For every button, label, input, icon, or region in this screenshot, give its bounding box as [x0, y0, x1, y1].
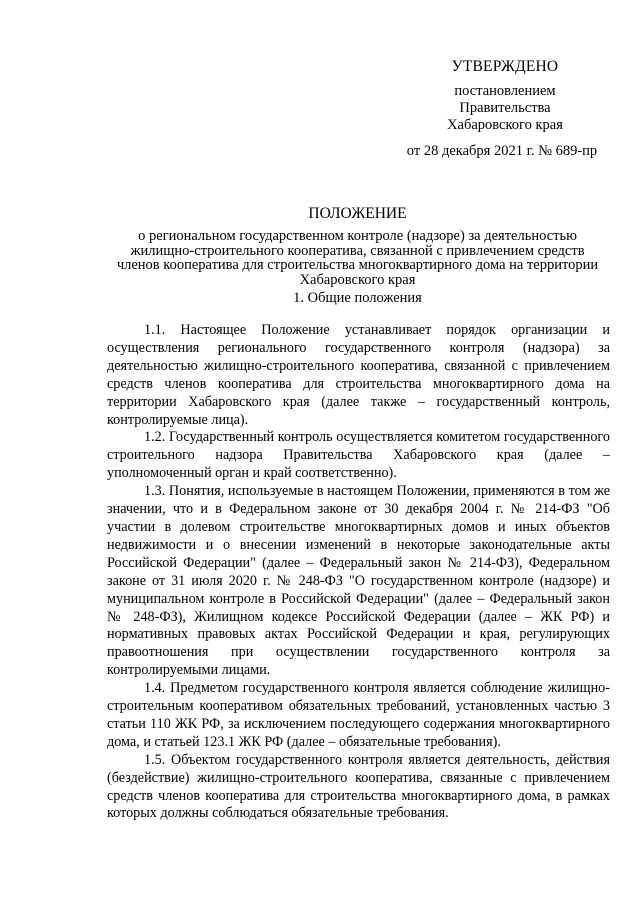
- paragraph-1-4: 1.4. Предметом государственного контроля является соблюдение жилищно-строительным кооперативом обязательных требований, установленных частью 3 статьи 110 ЖК РФ, за исключением последующего содержания многоквартирного дома, и статьей 123.1 ЖК РФ (далее – обязательные требования).: [107, 680, 610, 750]
- title-line-3: членов кооператива для строительства многоквартирного дома на территории: [116, 257, 599, 274]
- approval-line-2: Правительства: [459, 100, 551, 116]
- title-line-1: о региональном государственном контроле (надзоре) за деятельностью: [138, 227, 577, 244]
- paragraph-1-2: 1.2. Государственный контроль осуществляется комитетом государственного строительного надзора Правительства Хабаровского края (далее – уполномоченный орган и край соответственно).: [107, 429, 610, 482]
- document-title-block: [100, 207, 615, 288]
- document-title: ПОЛОЖЕНИЕ: [308, 205, 407, 222]
- approval-line-3: Хабаровского края: [447, 117, 563, 133]
- approved-label: УТВЕРЖДЕНО: [451, 58, 559, 75]
- paragraph-1-3: 1.3. Понятия, используемые в настоящем Положении, применяются в том же значении, что и в Федеральном законе от 30 декабря 2004 г. № 214-ФЗ "Об участии в долевом строительстве многоквартирных домов и иных объектов недвижимости и о внесении изменений в некоторые законодательные акты Российской Федерации" (далее – Федеральный закон № 214-ФЗ), Федеральном законе от 31 июля 2020 г. № 248-ФЗ "О государственном контроле (надзоре) и муниципальном контроле в Российской Федерации" (далее – Федеральный закон № 248-ФЗ), Жилищном кодексе Российской Федерации (далее – ЖК РФ) и нормативных правовых актах Российской Федерации и края, регулирующих правоотношения при осуществлении государственного контроля за контролируемыми лицами.: [107, 483, 610, 679]
- paragraph-1-1: 1.1. Настоящее Положение устанавливает порядок организации и осуществления регионального государственного контроля (надзора) за деятельностью жилищно-строительного кооператива, связанной с привлечением средств членов кооператива для строительства многоквартирного дома на территории Хабаровского края (далее также – государственный контроль, контролируемые лица).: [107, 322, 610, 428]
- paragraph-1-5: 1.5. Объектом государственного контроля является деятельность, действия (бездействие) жилищно-строительного кооператива, связанные с привлечением средств членов кооператива для строительства многоквартирного дома, в рамках которых должны соблюдаться обязательные требования.: [107, 751, 610, 822]
- document-body: [107, 322, 610, 823]
- section-heading: 1. Общие положения: [293, 290, 422, 306]
- approval-line-1: постановлением: [454, 83, 556, 99]
- approval-stamp: [400, 58, 610, 160]
- title-line-2: жилищно-строительного кооператива, связанной с привлечением средств: [130, 242, 585, 259]
- approval-date-line: от 28 декабря 2021 г. № 689-пр: [406, 143, 598, 159]
- title-line-4: Хабаровского края: [299, 272, 416, 289]
